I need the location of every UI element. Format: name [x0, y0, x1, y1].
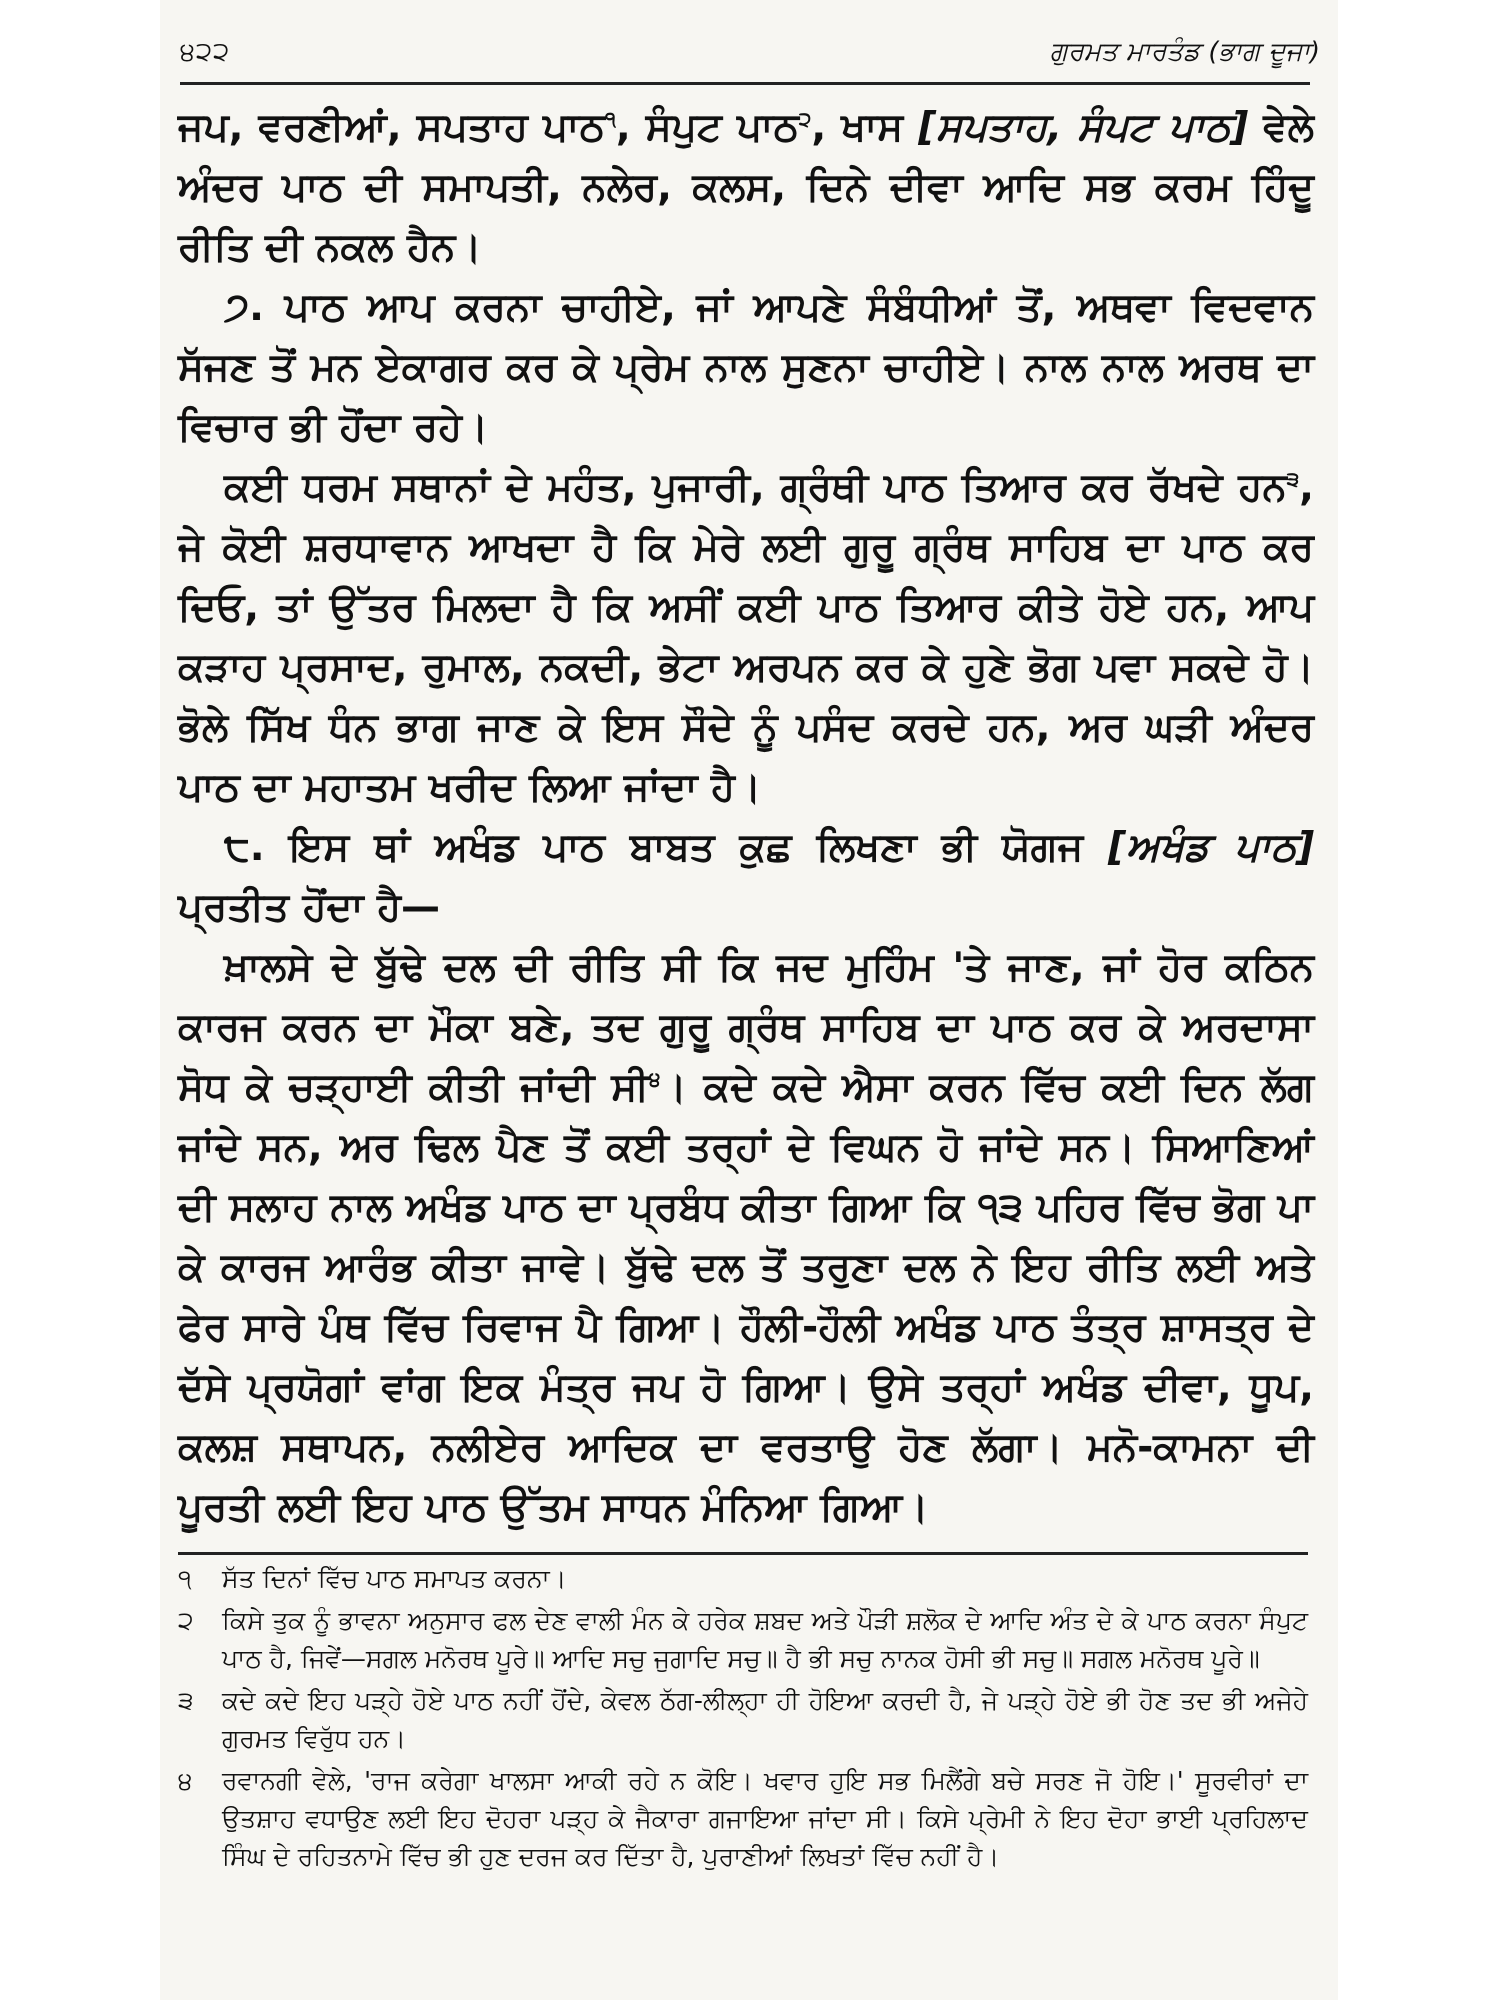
footnote-ref-1: ੧ — [604, 107, 616, 131]
paragraph-4 — [178, 818, 1314, 938]
footnote-text: ਕਦੇ ਕਦੇ ਇਹ ਪੜ੍ਹੇ ਹੋਏ ਪਾਠ ਨਹੀਂ ਹੋਂਦੇ, ਕੇਵਲ ਠੱਗ-ਲੀਲ੍ਹਾ ਹੀ ਹੋਇਆ ਕਰਦੀ ਹੈ, ਜੇ ਪੜ੍ਹੇ ਹੋਏ ਭੀ ਹੋਣ ਤਦ ਭੀ ਅਜੇਹੇ ਗੁਰਮਤ ਵਿਰੁੱਧ ਹਨ। — [222, 1686, 1308, 1753]
para3-text-a: ਕਈ ਧਰਮ ਸਥਾਨਾਂ ਦੇ ਮਹੰਤ, ਪੁਜਾਰੀ, ਗ੍ਰੰਥੀ ਪਾਠ ਤਿਆਰ ਕਰ ਰੱਖਦੇ ਹਨ — [224, 465, 1287, 510]
para1-text-d: ਵੇਲੇ ਅੰਦਰ ਪਾਠ ਦੀ ਸਮਾਪਤੀ, ਨਲੇਰ, ਕਲਸ, ਦਿਨੇ ਦੀਵਾ ਆਦਿ ਸਭ ਕਰਮ ਹਿੰਦੂ ਰੀਤਿ ਦੀ ਨਕਲ ਹੈਨ। — [178, 105, 1315, 270]
footnote-ref-4: ੪ — [648, 1067, 661, 1091]
running-title: ਗੁਰਮਤ ਮਾਰਤੰਡ (ਭਾਗ ਦੂਜਾ) — [1049, 36, 1320, 67]
footnote-number: ੧ — [178, 1564, 192, 1593]
footnote-text: ਸੱਤ ਦਿਨਾਂ ਵਿੱਚ ਪਾਠ ਸਮਾਪਤ ਕਰਨਾ। — [222, 1564, 567, 1593]
paragraph-5 — [178, 938, 1314, 1538]
paragraph-2: ੭. ਪਾਠ ਆਪ ਕਰਨਾ ਚਾਹੀਏ, ਜਾਂ ਆਪਣੇ ਸੰਬੰਧੀਆਂ ਤੋਂ, ਅਥਵਾ ਵਿਦਵਾਨ ਸੱਜਣ ਤੋਂ ਮਨ ਏਕਾਗਰ ਕਰ ਕੇ ਪ੍ਰੇਮ ਨਾਲ ਸੁਣਨਾ ਚਾਹੀਏ। ਨਾਲ ਨਾਲ ਅਰਥ ਦਾ ਵਿਚਾਰ ਭੀ ਹੋਂਦਾ ਰਹੇ। — [178, 285, 1314, 450]
footnote-ref-2: ੨ — [798, 107, 812, 131]
footnote-4 — [178, 1762, 1308, 1876]
margin-note-akhand: [ਅਖੰਡ ਪਾਠ] — [1108, 825, 1315, 870]
footnote-text: ਕਿਸੇ ਤੁਕ ਨੂੰ ਭਾਵਨਾ ਅਨੁਸਾਰ ਫਲ ਦੇਣ ਵਾਲੀ ਮੰਨ ਕੇ ਹਰੇਕ ਸ਼ਬਦ ਅਤੇ ਪੌੜੀ ਸ਼ਲੋਕ ਦੇ ਆਦਿ ਅੰਤ ਦੇ ਕੇ ਪਾਠ ਕਰਨਾ ਸੰਪੁਟ ਪਾਠ ਹੈ, ਜਿਵੇਂ—ਸਗਲ ਮਨੋਰਥ ਪੂਰੇ॥ ਆਦਿ ਸਚੁ ਜੁਗਾਦਿ ਸਚੁ॥ ਹੈ ਭੀ ਸਚੁ ਨਾਨਕ ਹੋਸੀ ਭੀ ਸਚੁ॥ ਸਗਲ ਮਨੋਰਥ ਪੂਰੇ॥ — [222, 1606, 1308, 1673]
para4-text-b: ਪ੍ਰਤੀਤ ਹੋਂਦਾ ਹੈ— — [178, 885, 441, 930]
para5-text-a: ਖ਼ਾਲਸੇ ਦੇ ਬੁੱਢੇ ਦਲ ਦੀ ਰੀਤਿ ਸੀ ਕਿ ਜਦ ਮੁਹਿੰਮ 'ਤੇ ਜਾਣ, ਜਾਂ ਹੋਰ ਕਠਿਨ ਕਾਰਜ ਕਰਨ ਦਾ ਮੌਕਾ ਬਣੇ, ਤਦ ਗੁਰੂ ਗ੍ਰੰਥ ਸਾਹਿਬ ਦਾ ਪਾਠ ਕਰ ਕੇ ਅਰਦਾਸਾ ਸੋਧ ਕੇ ਚੜ੍ਹਾਈ ਕੀਤੀ ਜਾਂਦੀ ਸੀ — [178, 945, 1314, 1110]
page-header — [180, 28, 1320, 76]
footnote-ref-3: ੩ — [1286, 467, 1300, 491]
footnote-rule — [178, 1552, 1308, 1555]
footnote-3 — [178, 1682, 1308, 1758]
footnote-1 — [178, 1560, 1308, 1598]
footnote-2 — [178, 1602, 1308, 1678]
para3-text-b: , ਜੇ ਕੋਈ ਸ਼ਰਧਾਵਾਨ ਆਖਦਾ ਹੈ ਕਿ ਮੇਰੇ ਲਈ ਗੁਰੂ ਗ੍ਰੰਥ ਸਾਹਿਬ ਦਾ ਪਾਠ ਕਰ ਦਿਓ, ਤਾਂ ਉੱਤਰ ਮਿਲਦਾ ਹੈ ਕਿ ਅਸੀਂ ਕਈ ਪਾਠ ਤਿਆਰ ਕੀਤੇ ਹੋਏ ਹਨ, ਆਪ ਕੜਾਹ ਪ੍ਰਸਾਦ, ਰੁਮਾਲ, ਨਕਦੀ, ਭੇਟਾ ਅਰਪਨ ਕਰ ਕੇ ਹੁਣੇ ਭੋਗ ਪਵਾ ਸਕਦੇ ਹੋ। ਭੋਲੇ ਸਿੱਖ ਧੰਨ ਭਾਗ ਜਾਣ ਕੇ ਇਸ ਸੌਦੇ ਨੂੰ ਪਸੰਦ ਕਰਦੇ ਹਨ, ਅਰ ਘੜੀ ਅੰਦਰ ਪਾਠ ਦਾ ਮਹਾਤਮ ਖਰੀਦ ਲਿਆ ਜਾਂਦਾ ਹੈ। — [178, 465, 1314, 810]
para1-text-a: ਜਪ, ਵਰਣੀਆਂ, ਸਪਤਾਹ ਪਾਠ — [178, 105, 605, 150]
footnote-number: ੩ — [178, 1686, 194, 1715]
page-number: ੪੨੨ — [180, 36, 231, 67]
para4-text-a: ੮. ਇਸ ਥਾਂ ਅਖੰਡ ਪਾਠ ਬਾਬਤ ਕੁਛ ਲਿਖਣਾ ਭੀ ਯੋਗਜ — [224, 825, 1084, 870]
footnote-number: ੪ — [178, 1766, 193, 1795]
footnote-text: ਰਵਾਨਗੀ ਵੇਲੇ, 'ਰਾਜ ਕਰੇਗਾ ਖਾਲਸਾ ਆਕੀ ਰਹੇ ਨ ਕੋਇ। ਖਵਾਰ ਹੁਇ ਸਭ ਮਿਲੈਂਗੇ ਬਚੇ ਸਰਣ ਜੋ ਹੋਇ।' ਸੂਰਵੀਰਾਂ ਦਾ ਉਤਸ਼ਾਹ ਵਧਾਉਣ ਲਈ ਇਹ ਦੋਹਰਾ ਪੜ੍ਹ ਕੇ ਜੈਕਾਰਾ ਗਜਾਇਆ ਜਾਂਦਾ ਸੀ। ਕਿਸੇ ਪ੍ਰੇਮੀ ਨੇ ਇਹ ਦੋਹਾ ਭਾਈ ਪ੍ਰਹਿਲਾਦ ਸਿੰਘ ਦੇ ਰਹਿਤਨਾਮੇ ਵਿੱਚ ਭੀ ਹੁਣ ਦਰਜ ਕਰ ਦਿੱਤਾ ਹੈ, ਪੁਰਾਣੀਆਂ ਲਿਖਤਾਂ ਵਿੱਚ ਨਹੀਂ ਹੈ। — [222, 1766, 1308, 1871]
para5-text-b: । ਕਦੇ ਕਦੇ ਐਸਾ ਕਰਨ ਵਿੱਚ ਕਈ ਦਿਨ ਲੱਗ ਜਾਂਦੇ ਸਨ, ਅਰ ਢਿਲ ਪੈਣ ਤੋਂ ਕਈ ਤਰ੍ਹਾਂ ਦੇ ਵਿਘਨ ਹੋ ਜਾਂਦੇ ਸਨ। ਸਿਆਣਿਆਂ ਦੀ ਸਲਾਹ ਨਾਲ ਅਖੰਡ ਪਾਠ ਦਾ ਪ੍ਰਬੰਧ ਕੀਤਾ ਗਿਆ ਕਿ ੧੩ ਪਹਿਰ ਵਿੱਚ ਭੋਗ ਪਾ ਕੇ ਕਾਰਜ ਆਰੰਭ ਕੀਤਾ ਜਾਵੇ। ਬੁੱਢੇ ਦਲ ਤੋਂ ਤਰੁਣਾ ਦਲ ਨੇ ਇਹ ਰੀਤਿ ਲਈ ਅਤੇ ਫੇਰ ਸਾਰੇ ਪੰਥ ਵਿੱਚ ਰਿਵਾਜ ਪੈ ਗਿਆ। ਹੌਲੀ-ਹੌਲੀ ਅਖੰਡ ਪਾਠ ਤੰਤ੍ਰ ਸ਼ਾਸਤ੍ਰ ਦੇ ਦੱਸੇ ਪ੍ਰਯੋਗਾਂ ਵਾਂਗ ਇਕ ਮੰਤ੍ਰ ਜਪ ਹੋ ਗਿਆ। ਉਸੇ ਤਰ੍ਹਾਂ ਅਖੰਡ ਦੀਵਾ, ਧੂਪ, ਕਲਸ਼ ਸਥਾਪਨ, ਨਲੀਏਰ ਆਦਿਕ ਦਾ ਵਰਤਾਉ ਹੋਣ ਲੱਗਾ। ਮਨੋ-ਕਾਮਨਾ ਦੀ ਪੂਰਤੀ ਲਈ ਇਹ ਪਾਠ ਉੱਤਮ ਸਾਧਨ ਮੰਨਿਆ ਗਿਆ। — [178, 1065, 1315, 1530]
paragraph-1 — [178, 98, 1314, 278]
margin-note-saptah: [ਸਪਤਾਹ, ਸੰਪਟ ਪਾਠ] — [918, 105, 1249, 150]
header-rule — [180, 82, 1310, 85]
para1-text-b: , ਸੰਪੁਟ ਪਾਠ — [615, 105, 799, 150]
paragraph-3 — [178, 458, 1314, 818]
para1-text-c: , ਖਾਸ — [811, 105, 904, 150]
main-text — [178, 98, 1314, 1538]
footnote-number: ੨ — [178, 1606, 194, 1635]
footnotes — [178, 1560, 1308, 1880]
